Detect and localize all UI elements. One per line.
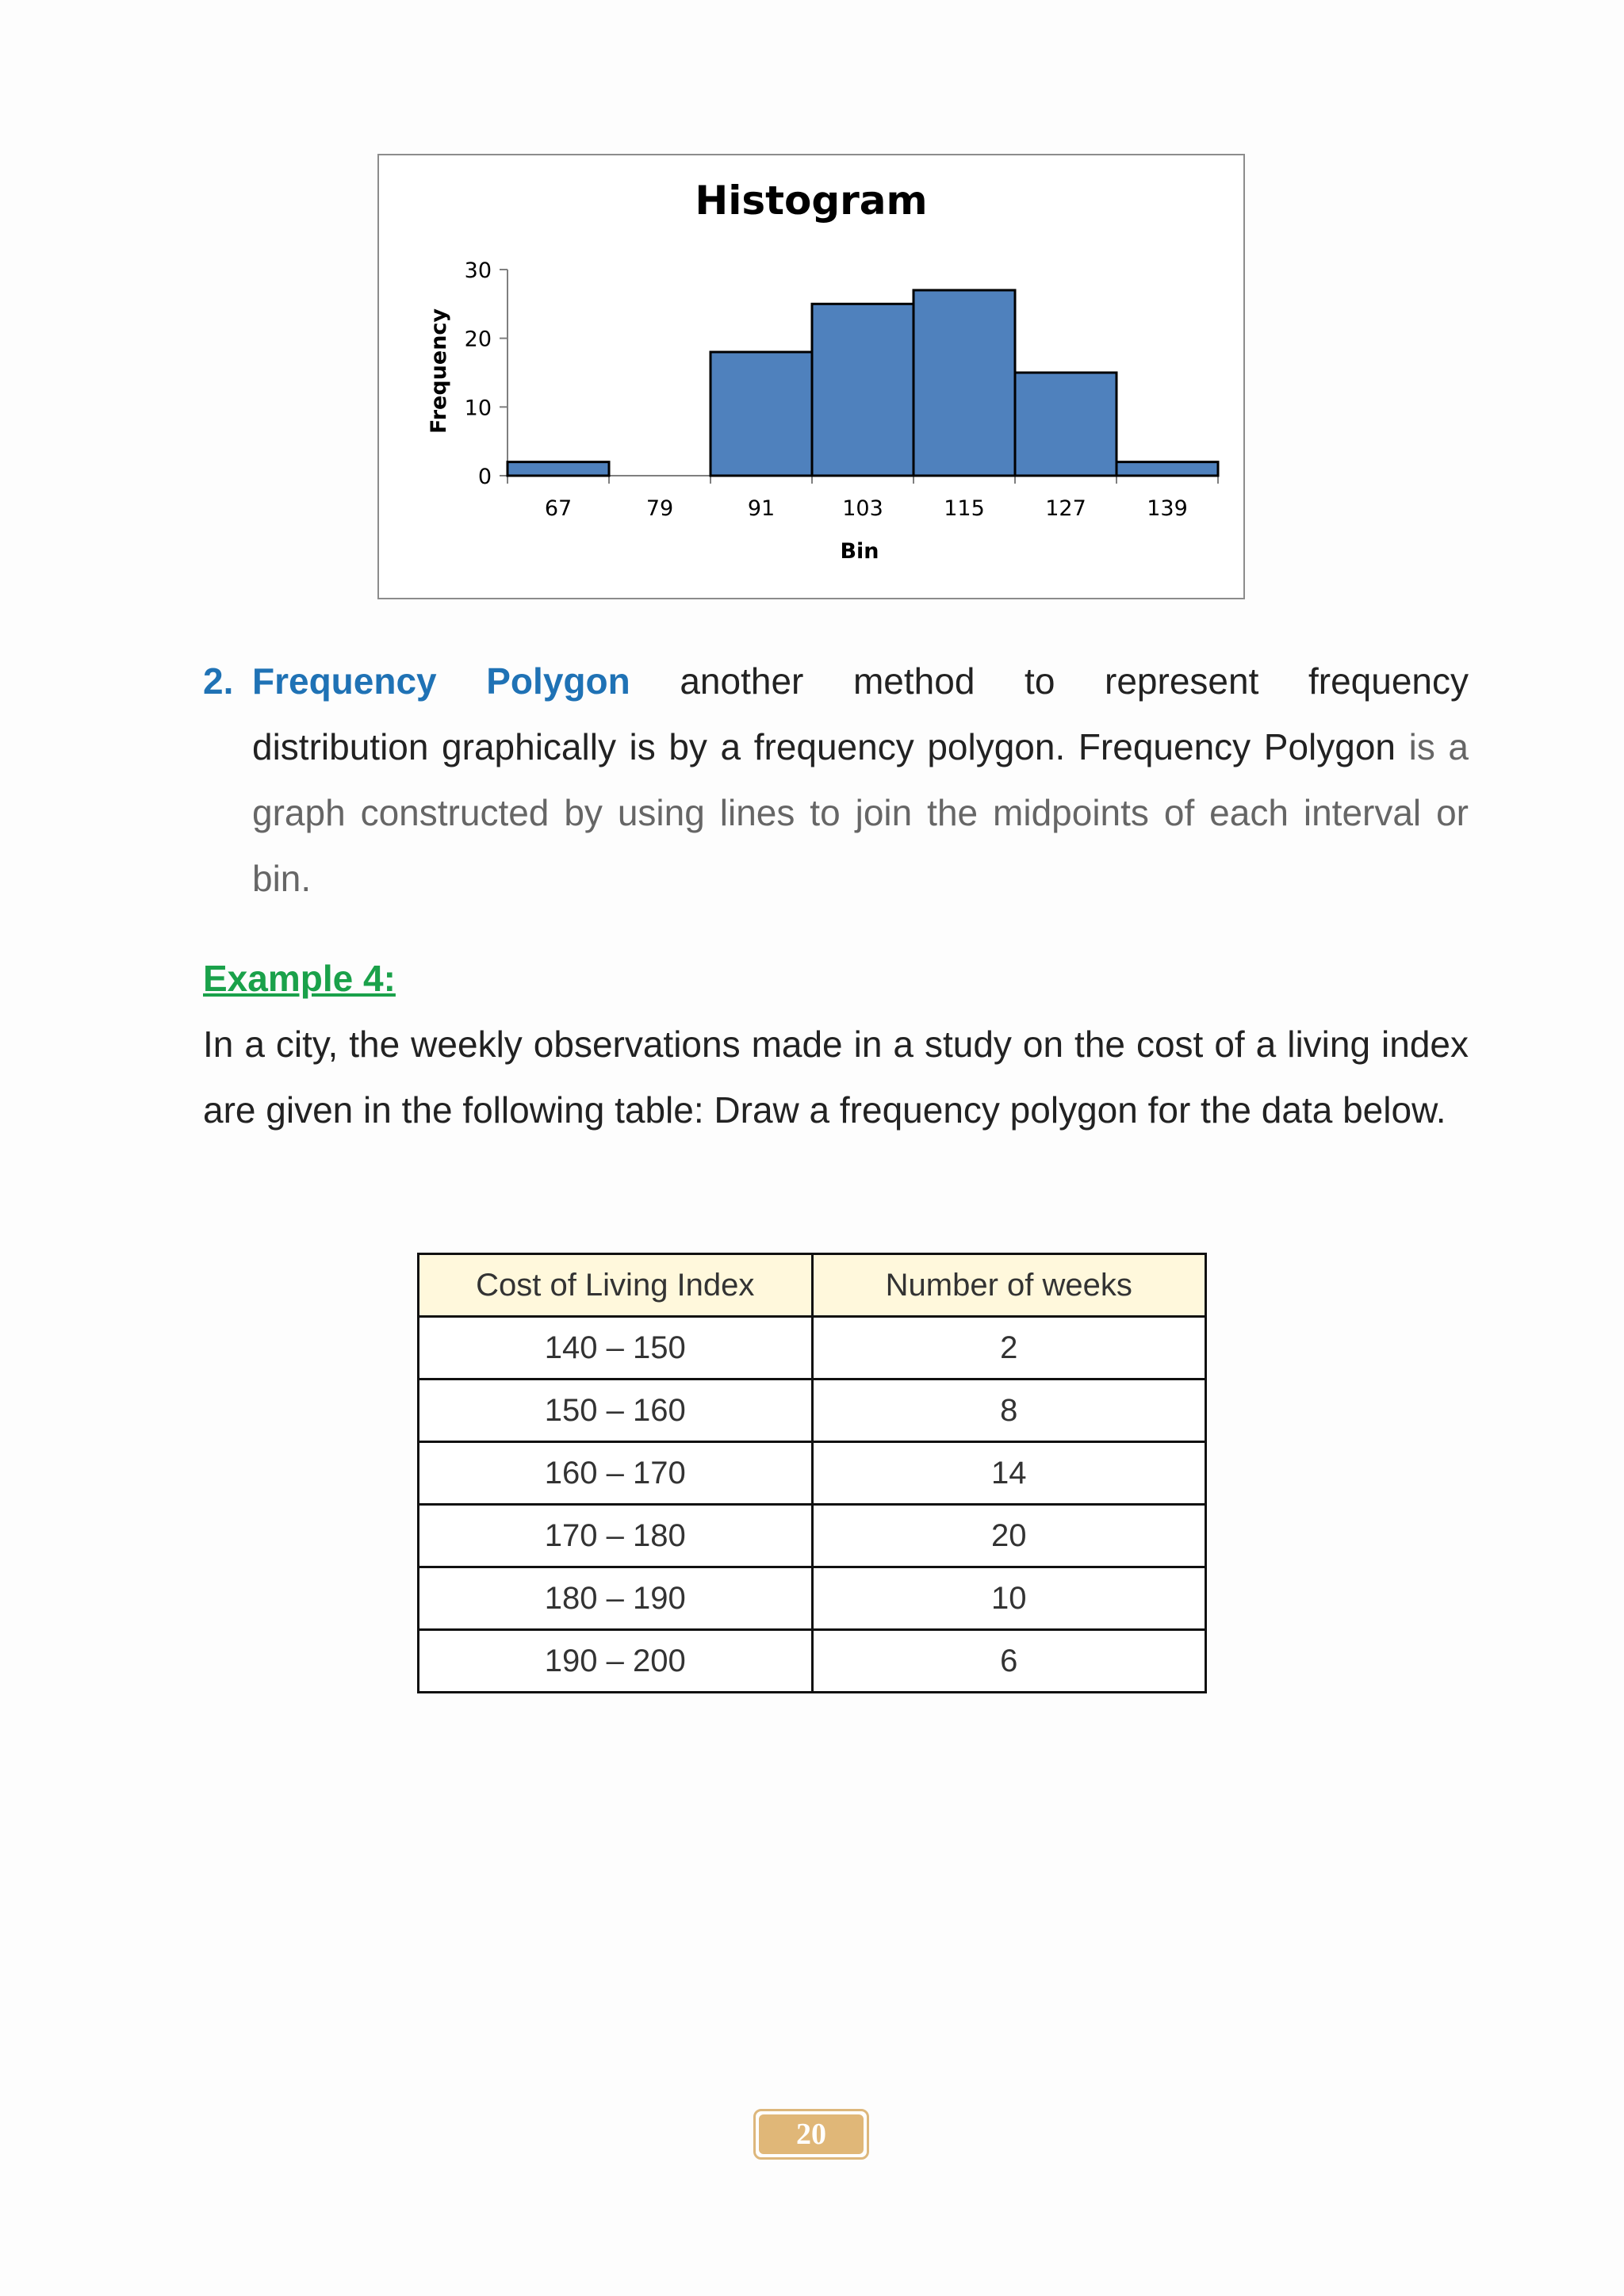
histogram-bar [710,352,812,476]
bars [508,290,1218,476]
example-text: In a city, the weekly observations made in a study on the cost of a living index are given in the following table: Draw a frequency polygon for the data below. [203,1024,1469,1131]
y-tick-label: 20 [464,327,492,352]
term-frequency-polygon: Frequency Polygon [252,660,630,702]
cell-weeks: 8 [812,1380,1206,1442]
x-tick-label: 79 [645,496,674,521]
cell-index-range: 160 – 170 [419,1442,813,1505]
page-number: 20 [759,2114,864,2154]
histogram-bar [1116,462,1218,476]
cell-weeks: 6 [812,1630,1206,1693]
cell-index-range: 140 – 150 [419,1317,813,1380]
cell-index-range: 180 – 190 [419,1567,813,1630]
y-tick-label: 10 [464,396,492,421]
x-tick-label: 139 [1147,496,1188,521]
paragraph-first-line [252,649,1469,714]
section-paragraph [252,649,1469,912]
section-number: 2. [203,660,234,702]
histogram-bar [1015,373,1116,476]
paragraph-main-text: distribution graphically is by a frequency polygon. Frequency Polygon [252,726,1396,767]
histogram-bar [812,304,914,476]
histogram-svg [379,155,1243,598]
chart-title: Histogram [695,178,928,224]
example-heading: Example 4: [203,958,396,999]
cell-weeks: 20 [812,1505,1206,1567]
table-row [419,1630,1206,1693]
histogram-chart [377,154,1245,599]
table-row [419,1567,1206,1630]
x-tick-label: 67 [544,496,573,521]
table-row [419,1380,1206,1442]
cell-index-range: 170 – 180 [419,1505,813,1567]
y-axis-label: Frequency [427,308,451,434]
cell-weeks: 14 [812,1442,1206,1505]
cost-of-living-table [417,1253,1207,1693]
paragraph-line1-text: another method to represent frequency [680,660,1469,702]
x-axis-label: Bin [840,539,879,564]
x-tick-label: 103 [842,496,883,521]
paragraph-definition-text: is a graph constructed by using lines to join the midpoints of each interval or bin. [252,726,1469,899]
x-tick-label: 127 [1045,496,1086,521]
cell-weeks: 2 [812,1317,1206,1380]
histogram-bar [914,290,1015,476]
header-cost-of-living-index: Cost of Living Index [419,1254,813,1317]
y-tick-label: 0 [477,465,492,489]
x-tick-label: 91 [747,496,776,521]
y-tick-label: 30 [464,258,492,283]
cell-index-range: 150 – 160 [419,1380,813,1442]
page-number-badge [753,2109,869,2160]
header-number-of-weeks: Number of weeks [812,1254,1206,1317]
table-row [419,1317,1206,1380]
table-row [419,1442,1206,1505]
cell-index-range: 190 – 200 [419,1630,813,1693]
table-header-row [419,1254,1206,1317]
x-tick-label: 115 [944,496,985,521]
cell-weeks: 10 [812,1567,1206,1630]
table-row [419,1505,1206,1567]
histogram-bar [508,462,609,476]
